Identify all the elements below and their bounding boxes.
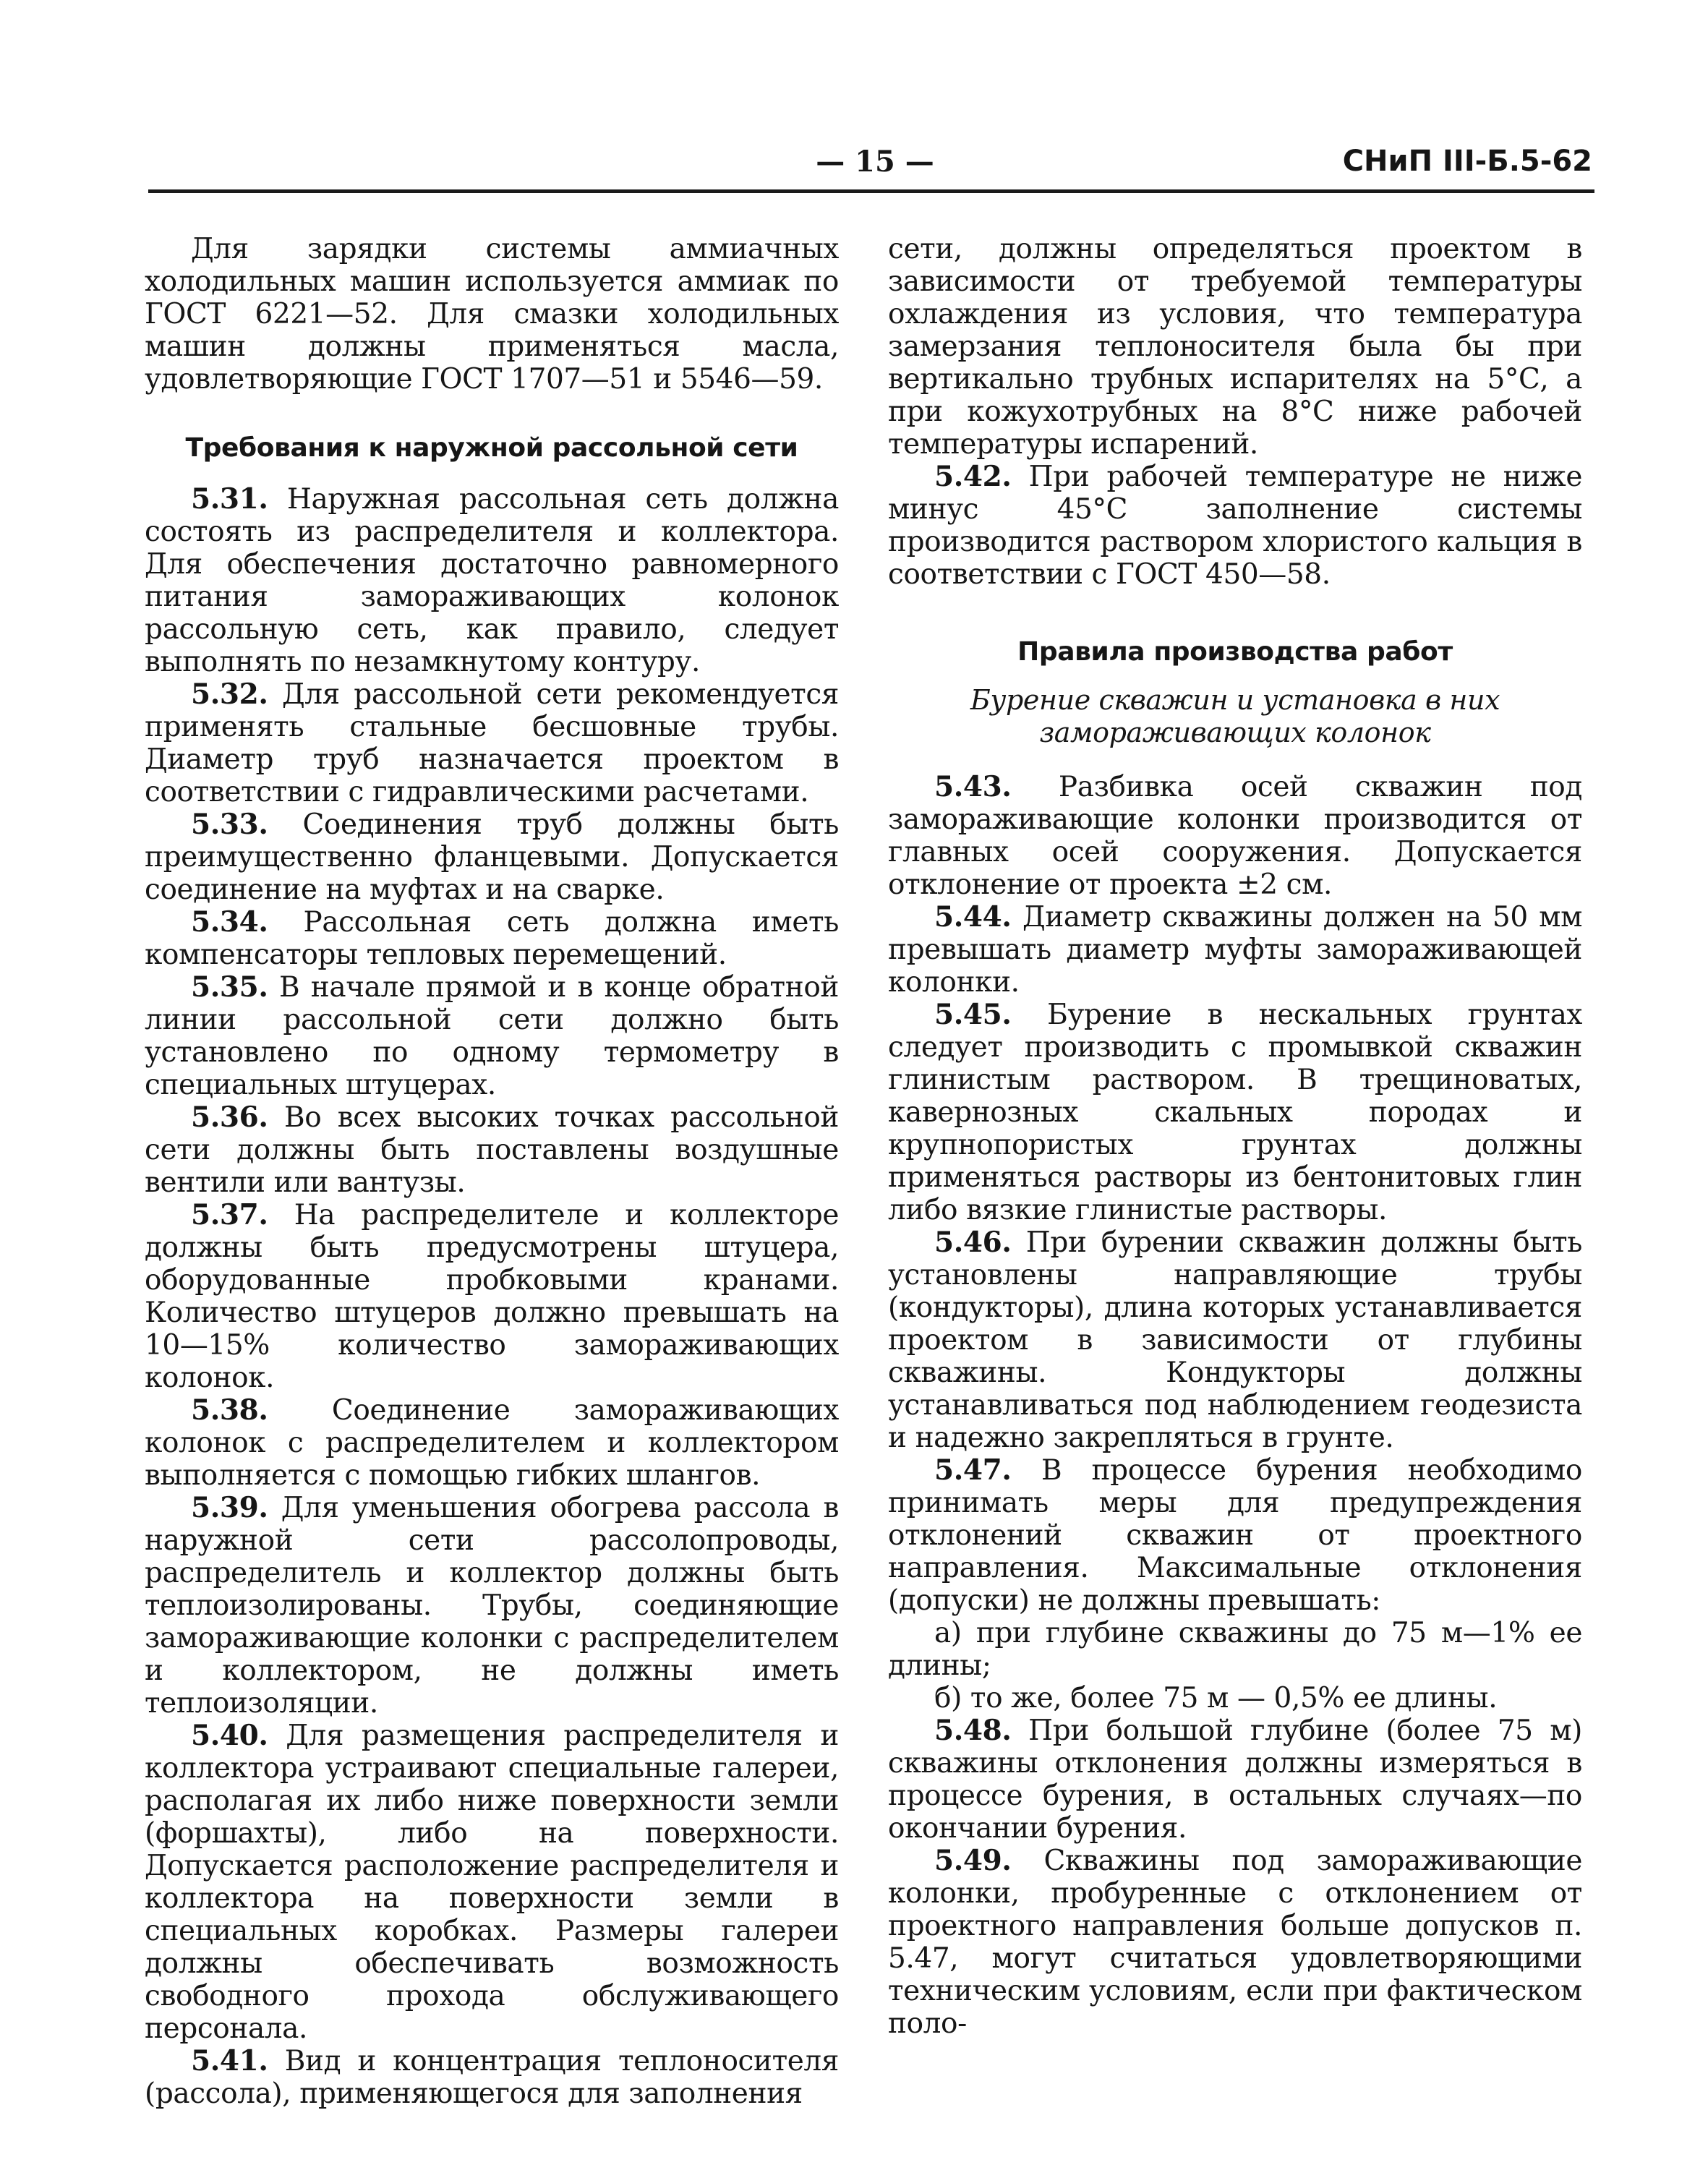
clause-text: Скважины под замораживающие колонки, пробуренные с отклонением от проектного направления больше допусков п. 5.47, могут считаться удовлетворяющими техническим условиям, если при фактическом поло- [888, 1845, 1583, 2040]
list-item-b: б) то же, более 75 м — 0,5% ее длины. [934, 1682, 1498, 1714]
paragraph-5-31 [145, 483, 839, 678]
subsection-heading-drilling: Бурение скважин и установка в них замораживающих колонок [970, 684, 1500, 748]
clause-number: 5.41. [191, 2044, 268, 2077]
clause-number: 5.40. [191, 1719, 268, 1752]
clause-number: 5.44. [934, 900, 1012, 934]
clause-text: Во всех высоких точках рассольной сети должны быть поставлены воздушные вентили или вантузы. [145, 1101, 839, 1199]
clause-number: 5.35. [191, 970, 268, 1004]
paragraph-5-34 [145, 906, 839, 971]
document-code: СНиП III-Б.5-62 [1342, 145, 1592, 178]
left-column [145, 233, 839, 2110]
clause-number: 5.36. [191, 1101, 268, 1134]
paragraph-5-39 [145, 1492, 839, 1720]
clause-number: 5.45. [934, 998, 1012, 1031]
clause-number: 5.43. [934, 770, 1012, 803]
section-heading-work-rules: Правила производства работ [1017, 637, 1453, 667]
paragraph-intro: Для зарядки системы аммиачных холодильных машин используется аммиак по ГОСТ 6221—52. Для смазки холодильных машин должны применяться масла, удовлетворяющие ГОСТ 1707—51 и 5546—59. [145, 233, 839, 396]
clause-text: На распределителе и коллекторе должны быть предусмотрены штуцера, оборудованные пробковыми кранами. Количество штуцеров должно превышать на 10—15% количество замораживающих колонок. [145, 1199, 839, 1394]
paragraph-5-37 [145, 1199, 839, 1394]
paragraph-5-47 [888, 1454, 1582, 1617]
clause-number: 5.34. [191, 905, 268, 939]
paragraph-5-41 [145, 2045, 839, 2110]
clause-text: Для рассольной сети рекомендуется применять стальные бесшовные трубы. Диаметр труб назначается проектом в соответствии с гидравлическими расчетами. [145, 678, 839, 808]
paragraph-5-35 [145, 971, 839, 1101]
clause-number: 5.46. [934, 1226, 1012, 1259]
clause-text: Рассольная сеть должна иметь компенсаторы тепловых перемещений. [145, 906, 840, 971]
clause-number: 5.33. [191, 808, 268, 841]
clause-text: При рабочей температуре не ниже минус 45°С заполнение системы производится раствором хлористого кальция в соответствии с ГОСТ 450—58. [888, 461, 1583, 591]
clause-number: 5.31. [191, 482, 268, 516]
clause-text: Соединение замораживающих колонок с распределителем и коллектором выполняется с помощью гибких шлангов. [145, 1394, 840, 1492]
paragraph-5-41-continued: сети, должны определяться проектом в зависимости от требуемой температуры охлаждения из условия, что температура замерзания теплоносителя была бы при вертикально трубных испарителях на 5°С, а при кожухотрубных на 8°С ниже рабочей температуры испарений. [888, 233, 1582, 461]
paragraph-5-43 [888, 771, 1582, 901]
paragraph-5-44 [888, 901, 1582, 999]
paragraph-5-45 [888, 999, 1582, 1226]
clause-number: 5.42. [934, 460, 1012, 493]
clause-text: Разбивка осей скважин под замораживающие колонки производится от главных осей сооружения. Допускается отклонение от проекта ±2 см. [888, 771, 1583, 901]
clause-number: 5.48. [934, 1714, 1012, 1747]
clause-number: 5.39. [191, 1491, 268, 1524]
paragraph-5-42 [888, 461, 1582, 591]
clause-number: 5.32. [191, 678, 268, 711]
paragraph-5-46 [888, 1226, 1582, 1454]
clause-text: Соединения труб должны быть преимущественно фланцевыми. Допускается соединение на муфтах и на сварке. [145, 808, 839, 906]
paragraph-5-40 [145, 1720, 839, 2045]
clause-number: 5.47. [934, 1453, 1012, 1487]
paragraph-5-33 [145, 808, 839, 906]
header-rule [148, 189, 1594, 193]
clause-number: 5.38. [191, 1393, 268, 1427]
clause-text: Для размещения распределителя и коллектора устраивают специальные галереи, располагая их либо ниже поверхности земли (форшахты), либо на поверхности. Допускается расположение распределителя и коллектора на поверхности земли в специальных коробках. Размеры галереи должны обеспечивать возможность свободного прохода обслуживающего персонала. [145, 1720, 840, 2045]
clause-text: В начале прямой и в конце обратной линии рассольной сети должно быть установлено по одному термометру в специальных штуцерах. [145, 971, 839, 1101]
paragraph-5-38 [145, 1394, 839, 1492]
right-column [888, 233, 1582, 2040]
paragraph-5-32 [145, 678, 839, 808]
page-number: — 15 — [816, 145, 934, 179]
clause-text: Для уменьшения обогрева рассола в наружной сети рассолопроводы, распределитель и коллектор должны быть теплоизолированы. Трубы, соединяющие замораживающие колонки с распределителем и коллектором, не должны иметь теплоизоляции. [145, 1492, 839, 1720]
section-heading-brine-network: Требования к наружной рассольной сети [185, 433, 798, 463]
list-item-a: а) при глубине скважины до 75 м—1% ее длины; [888, 1617, 1582, 1682]
clause-number: 5.49. [934, 1844, 1012, 1877]
clause-text: Наружная рассольная сеть должна состоять из распределителя и коллектора. Для обеспечения достаточно равномерного питания замораживающих колонок рассольную сеть, как правило, следует выполнять по незамкнутому контуру. [145, 483, 839, 678]
clause-text: Вид и концентрация теплоносителя (рассола), применяющегося для заполнения [145, 2045, 840, 2110]
clause-text: В процессе бурения необходимо принимать меры для предупреждения отклонений скважин от проектного направления. Максимальные отклонения (допуски) не должны превышать: [888, 1454, 1582, 1617]
clause-text: При большой глубине (более 75 м) скважины отклонения должны измеряться в процессе бурения, в остальных случаях—по окончании бурения. [888, 1714, 1582, 1845]
clause-text: При бурении скважин должны быть установлены направляющие трубы (кондукторы), длина которых устанавливается проектом в зависимости от глубины скважины. Кондукторы должны устанавливаться под наблюдением геодезиста и надежно закрепляться в грунте. [888, 1226, 1582, 1454]
clause-text: Диаметр скважины должен на 50 мм превышать диаметр муфты замораживающей колонки. [888, 901, 1582, 999]
paragraph-5-49 [888, 1845, 1582, 2040]
clause-number: 5.37. [191, 1198, 268, 1231]
paragraph-5-48 [888, 1714, 1582, 1845]
clause-text: Бурение в нескальных грунтах следует производить с промывкой скважин глинистым раствором. В трещиноватых, кавернозных скальных породах и крупнопористых грунтах должны применяться растворы из бентонитовых глин либо вязкие глинистые растворы. [888, 999, 1583, 1226]
paragraph-5-36 [145, 1101, 839, 1199]
